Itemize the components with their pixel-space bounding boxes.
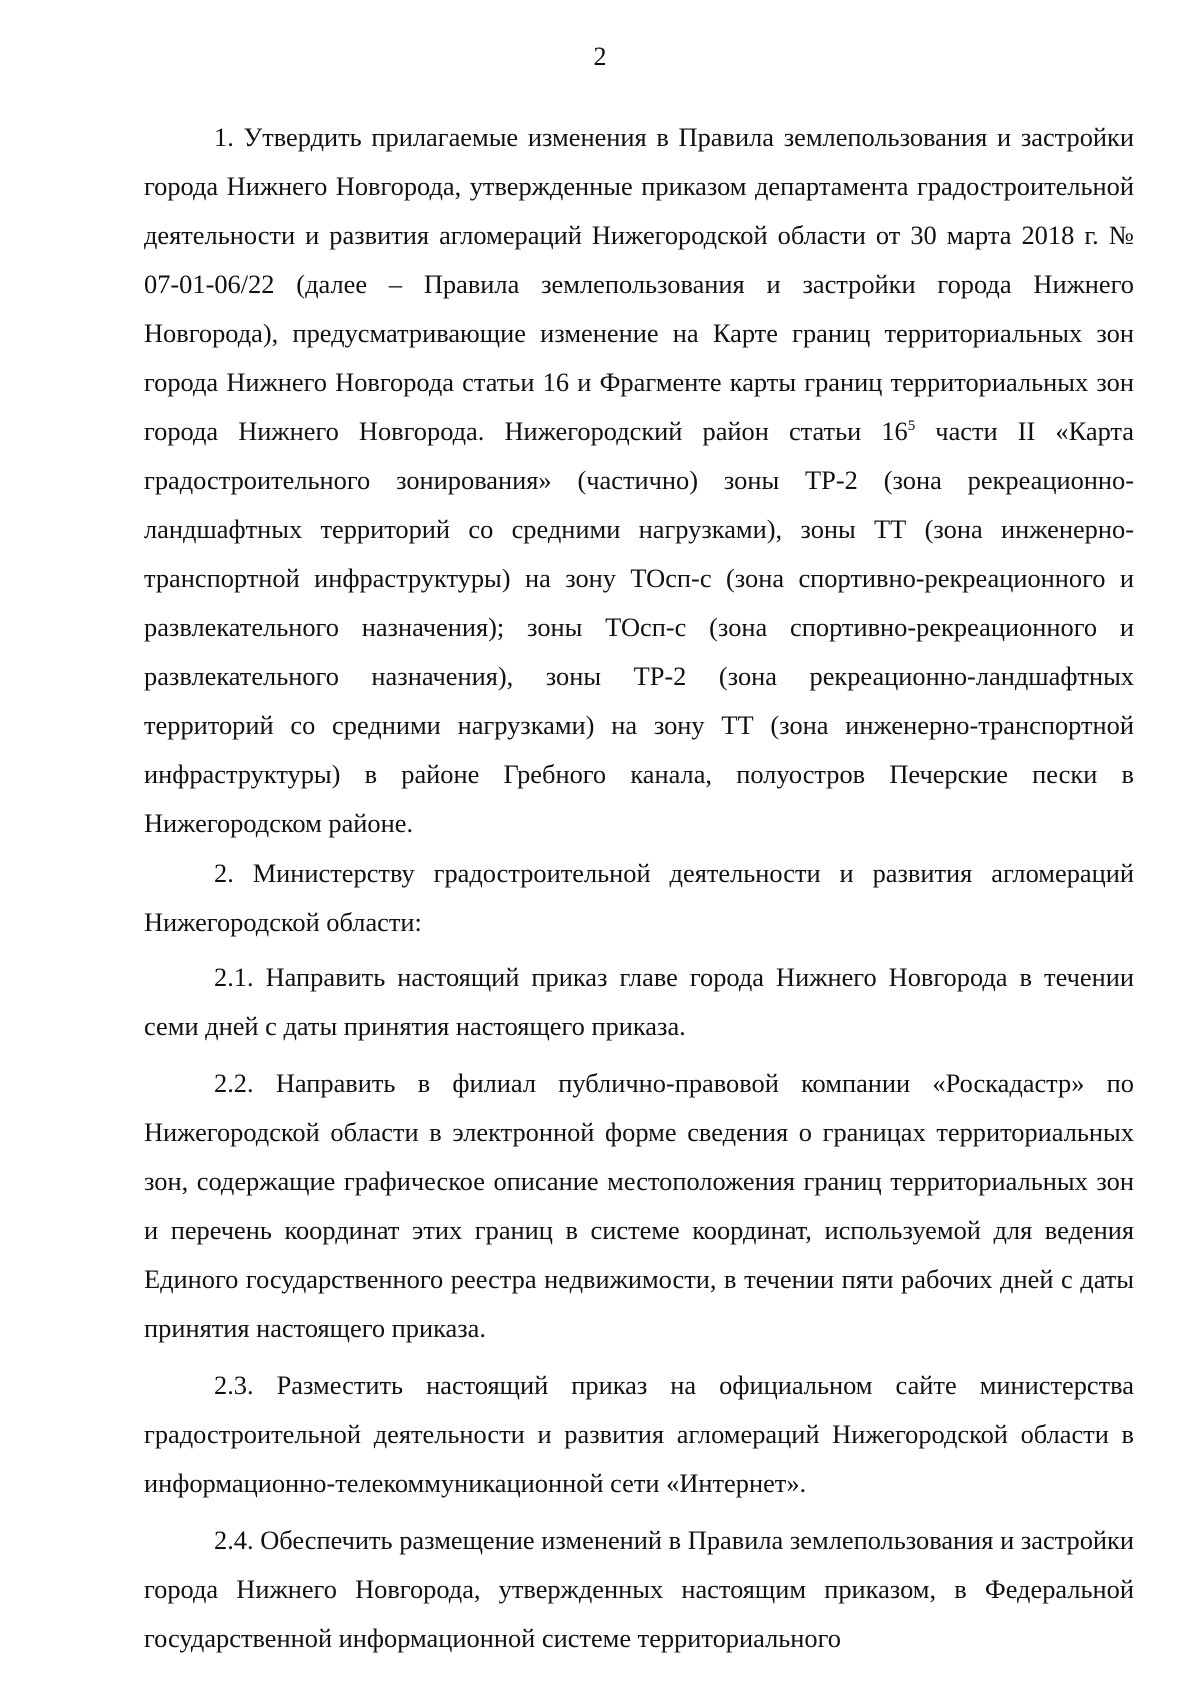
paragraph-item-1	[144, 113, 1134, 848]
paragraph-item-1-text-continued: части II «Карта градостроительного зонирования» (частично) зоны ТР-2 (зона рекреационно-ландшафтных территорий со средними нагрузками), зоны ТТ (зона инженерно-транспортной инфраструктуры) на зону ТОсп-с (зона спортивно-рекреационного и развлекательного назначения); зоны ТОсп-с (зона спортивно-рекреационного и развлекательного назначения), зоны ТР-2 (зона рекреационно-ландшафтных территорий со средними нагрузками) на зону ТТ (зона инженерно-транспортной инфраструктуры) в районе Гребного канала, полуостров Печерские пески в Нижегородском районе.	[144, 416, 1134, 838]
paragraph-item-2-3: 2.3. Разместить настоящий приказ на официальном сайте министерства градостроительной деятельности и развития агломераций Нижегородской области в информационно-телекоммуникационной сети «Интернет».	[144, 1370, 1134, 1498]
paragraph-item-2-1: 2.1. Направить настоящий приказ главе города Нижнего Новгорода в течении семи дней с даты принятия настоящего приказа.	[144, 962, 1134, 1041]
paragraph-item-1-text: 1. Утвердить прилагаемые изменения в Правила землепользования и застройки города Нижнего Новгорода, утвержденные приказом департамента градостроительной деятельности и развития агломераций Нижегородской области от 30 марта 2018 г. № 07-01-06/22 (далее – Правила землепользования и застройки города Нижнего Новгорода), предусматривающие изменение на Карте границ территориальных зон города Нижнего Новгорода статьи 16 и Фрагменте карты границ территориальных зон города Нижнего Новгорода. Нижегородский район статьи 16	[144, 122, 1134, 446]
superscript-5: 5	[907, 418, 916, 435]
document-body	[144, 113, 1134, 1663]
page-number: 2	[593, 42, 607, 71]
paragraph-item-2-4: 2.4. Обеспечить размещение изменений в Правила землепользования и застройки города Нижнего Новгорода, утвержденных настоящим приказом, в Федеральной государственной информационной системе территориального	[144, 1525, 1134, 1653]
paragraph-item-2-2: 2.2. Направить в филиал публично-правовой компании «Роскадастр» по Нижегородской области в электронной форме сведения о границах территориальных зон, содержащие графическое описание местоположения границ территориальных зон и перечень координат этих границ в системе координат, используемой для ведения Единого государственного реестра недвижимости, в течении пяти рабочих дней с даты принятия настоящего приказа.	[144, 1068, 1134, 1343]
paragraph-item-2: 2. Министерству градостроительной деятельности и развития агломераций Нижегородской области:	[144, 858, 1134, 937]
